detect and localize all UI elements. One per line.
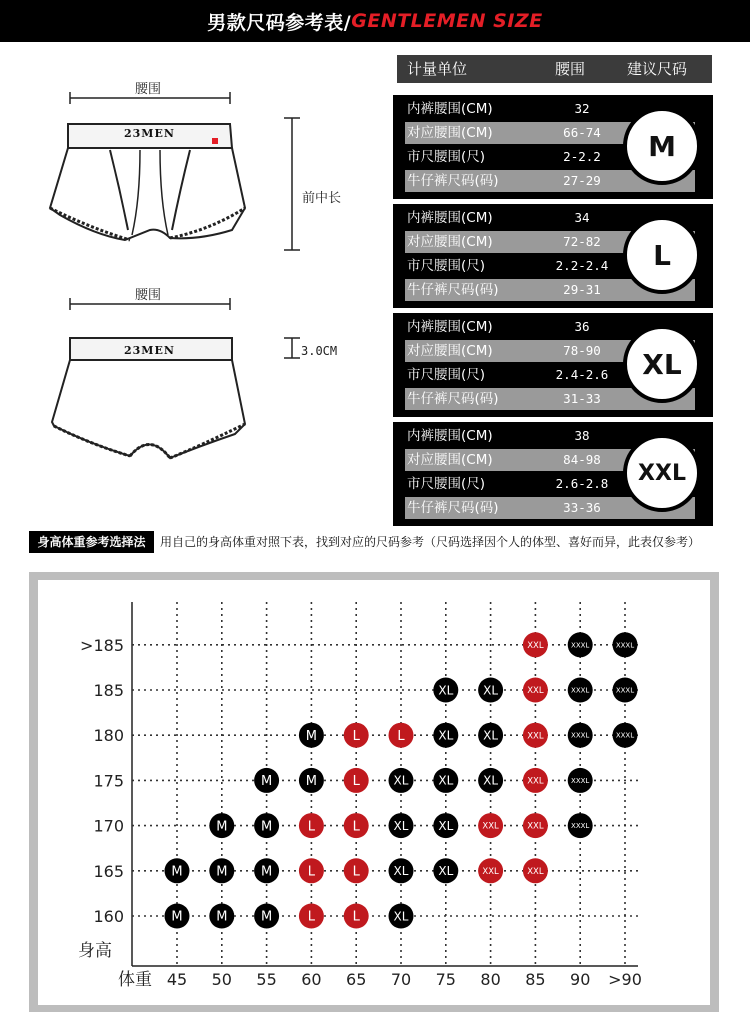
page-title-en: GENTLEMEN SIZE — [351, 10, 543, 32]
size-row-value: 2-2.2 — [563, 149, 601, 164]
size-point-label: XL — [483, 728, 499, 743]
size-point-xl — [478, 678, 503, 703]
y-tick-label: 185 — [93, 681, 124, 700]
size-row-value: 84-98 — [563, 452, 601, 467]
size-point-xxl — [523, 813, 548, 838]
size-point-xxxl — [568, 632, 593, 657]
size-row-label: 牛仔裤尺码(码) — [407, 391, 499, 407]
size-row-label: 市尺腰围(尺) — [407, 149, 486, 165]
header-suggested-size: 建议尺码 — [627, 60, 688, 78]
size-row-value: 66-74 — [563, 125, 601, 140]
size-row-label: 市尺腰围(尺) — [407, 476, 486, 492]
size-point-xl — [433, 813, 458, 838]
size-row-value: 72-82 — [563, 234, 601, 249]
method-tag: 身高体重参考选择法 — [29, 531, 154, 553]
size-point-label: L — [352, 909, 360, 925]
size-point-label: XL — [438, 864, 454, 879]
x-tick-label: 90 — [570, 970, 591, 989]
size-row-label: 内裤腰围(CM) — [407, 428, 493, 444]
size-point-xxl — [523, 858, 548, 883]
size-point-m — [165, 904, 190, 929]
size-row-value: 36 — [574, 319, 590, 334]
size-point-l — [344, 768, 369, 793]
x-tick-label: >90 — [608, 970, 642, 989]
size-row-value: 2.4-2.6 — [555, 367, 609, 382]
front-view-diagram — [40, 90, 310, 260]
size-point-label: L — [352, 774, 360, 790]
size-point-xxl — [523, 678, 548, 703]
size-point-m — [254, 813, 279, 838]
size-point-label: M — [260, 819, 273, 835]
size-point-label: XL — [393, 773, 409, 788]
size-point-label: L — [352, 728, 360, 744]
size-point-xl — [433, 723, 458, 748]
size-point-label: M — [305, 774, 318, 790]
size-point-xl — [389, 813, 414, 838]
size-row-label: 对应腰围(CM) — [407, 452, 493, 468]
size-point-m — [209, 813, 234, 838]
size-row-label: 内裤腰围(CM) — [407, 319, 493, 335]
size-point-label: XXL — [527, 640, 544, 651]
size-point-m — [209, 858, 234, 883]
header-waist: 腰围 — [555, 60, 586, 78]
size-badge-xl: XL — [623, 325, 701, 403]
size-row-value: 2.6-2.8 — [555, 476, 609, 491]
size-point-label: XL — [438, 683, 454, 698]
size-point-label: XXL — [527, 821, 544, 832]
size-point-l — [389, 723, 414, 748]
size-block-l — [393, 204, 713, 308]
size-point-label: XXXL — [571, 641, 590, 650]
size-block-m — [393, 95, 713, 199]
size-point-xxxl — [613, 632, 638, 657]
front-waist-label: 腰围 — [135, 82, 162, 97]
back-waist-dimension-line — [70, 298, 230, 310]
size-row-value: 29-31 — [563, 282, 601, 297]
size-point-label: XL — [483, 683, 499, 698]
x-tick-label: 70 — [390, 970, 412, 989]
x-tick-label: 60 — [301, 970, 322, 989]
x-tick-label: 50 — [211, 970, 232, 989]
y-tick-label: 160 — [93, 907, 124, 926]
size-point-label: XXL — [527, 776, 544, 787]
size-point-l — [344, 723, 369, 748]
size-point-l — [344, 904, 369, 929]
back-waist-label: 腰围 — [135, 288, 162, 303]
size-point-label: XXXL — [571, 731, 590, 740]
x-tick-label: 80 — [480, 970, 501, 989]
size-point-xxxl — [568, 678, 593, 703]
size-point-label: L — [352, 819, 360, 835]
size-row-label: 内裤腰围(CM) — [407, 101, 493, 117]
size-row-value: 78-90 — [563, 343, 601, 358]
size-point-label: L — [307, 864, 316, 880]
size-point-xl — [433, 858, 458, 883]
size-badge-m: M — [623, 107, 701, 185]
size-point-xl — [478, 768, 503, 793]
size-point-xl — [389, 904, 414, 929]
x-axis-title: 体重 — [118, 970, 152, 990]
y-tick-label: 165 — [93, 861, 124, 881]
size-block-xl — [393, 313, 713, 417]
size-row-value: 33-36 — [563, 500, 601, 515]
size-row-label: 对应腰围(CM) — [407, 343, 493, 359]
chart-panel — [38, 580, 710, 1005]
size-point-label: M — [171, 909, 183, 925]
size-point-xxxl — [568, 813, 593, 838]
band-height-label: 3.0CM — [301, 344, 338, 358]
y-axis-title: 身高 — [78, 941, 112, 961]
size-point-xxl — [478, 858, 503, 883]
size-point-l — [299, 813, 324, 838]
size-point-xl — [478, 723, 503, 748]
front-briefs-drawing — [50, 124, 245, 240]
size-table-header — [397, 55, 712, 83]
size-chart — [38, 580, 710, 1005]
front-length-label: 前中长 — [302, 191, 342, 206]
back-view-diagram — [40, 296, 310, 476]
size-point-l — [344, 858, 369, 883]
size-row-value: 31-33 — [563, 391, 601, 406]
front-waist-dimension-line — [70, 92, 230, 104]
size-point-m — [299, 768, 324, 793]
size-point-label: M — [260, 909, 273, 925]
size-point-label: XL — [483, 773, 499, 788]
size-row-label: 对应腰围(CM) — [407, 234, 493, 250]
size-point-label: XXXL — [615, 641, 635, 650]
size-row-label: 牛仔裤尺码(码) — [407, 500, 499, 516]
size-point-xl — [433, 768, 458, 793]
size-row-value: 32 — [574, 101, 590, 116]
size-row-value: 38 — [574, 428, 590, 443]
size-point-xl — [433, 678, 458, 703]
size-point-label: M — [216, 909, 228, 925]
x-tick-label: 65 — [346, 970, 367, 989]
size-point-label: M — [216, 819, 228, 835]
size-point-label: L — [307, 819, 316, 835]
size-point-m — [209, 904, 234, 929]
method-description: 用自己的身高体重对照下表，找到对应的尺码参考（尺码选择因个人的体型、喜好而异，此表仅参考） — [160, 535, 701, 549]
size-point-label: XXL — [527, 686, 544, 697]
x-tick-label: 85 — [525, 970, 546, 989]
size-point-label: XXL — [482, 821, 499, 832]
size-point-m — [299, 723, 324, 748]
front-length-dimension-line — [280, 116, 304, 252]
page-title-cn: 男款尺码参考表/ — [207, 11, 352, 34]
size-point-xxl — [523, 632, 548, 657]
y-tick-label: 180 — [93, 726, 124, 746]
size-row-label: 对应腰围(CM) — [407, 125, 493, 141]
size-point-xl — [389, 768, 414, 793]
x-tick-label: 75 — [435, 970, 456, 989]
size-point-label: XL — [438, 818, 454, 833]
x-tick-label: 55 — [256, 970, 277, 989]
size-point-l — [344, 813, 369, 838]
size-point-xxl — [523, 768, 548, 793]
size-point-l — [299, 904, 324, 929]
y-tick-label: >185 — [80, 635, 124, 655]
size-point-label: M — [171, 864, 183, 880]
size-point-xxxl — [613, 723, 638, 748]
x-tick-label: 45 — [166, 970, 188, 989]
size-point-label: M — [260, 864, 273, 880]
page-title — [0, 0, 750, 42]
size-point-label: L — [352, 864, 360, 880]
size-point-label: XXXL — [571, 822, 590, 831]
size-point-label: XL — [438, 773, 454, 788]
size-row-label: 市尺腰围(尺) — [407, 258, 486, 274]
size-point-label: XXL — [482, 866, 499, 877]
size-point-label: XL — [393, 818, 409, 833]
size-point-label: L — [397, 728, 405, 744]
header-unit: 计量单位 — [407, 60, 468, 78]
size-badge-xxl: XXL — [623, 434, 701, 512]
size-point-label: XXL — [527, 866, 544, 877]
size-point-label: XL — [438, 728, 454, 743]
y-tick-label: 175 — [93, 771, 124, 791]
size-point-label: M — [216, 864, 228, 880]
size-row-label: 牛仔裤尺码(码) — [407, 173, 499, 189]
size-point-m — [254, 904, 279, 929]
size-badge-l: L — [623, 216, 701, 294]
size-point-label: M — [260, 774, 273, 790]
size-point-xxxl — [613, 678, 638, 703]
size-point-label: XXXL — [615, 731, 635, 740]
size-point-xxl — [523, 723, 548, 748]
size-point-label: XXXL — [571, 776, 590, 785]
y-tick-label: 170 — [93, 816, 124, 836]
size-point-xxxl — [568, 723, 593, 748]
size-point-xxl — [478, 813, 503, 838]
size-point-label: XXL — [527, 731, 544, 742]
size-point-label: XXXL — [615, 686, 635, 695]
back-brand-label: 23MEN — [124, 344, 175, 357]
size-point-m — [254, 858, 279, 883]
size-row-value: 34 — [574, 210, 590, 225]
size-row-value: 27-29 — [563, 173, 601, 188]
size-point-label: XXXL — [571, 686, 590, 695]
size-row-label: 内裤腰围(CM) — [407, 210, 493, 226]
size-point-label: XL — [393, 909, 409, 924]
size-row-value: 2.2-2.4 — [555, 258, 609, 273]
size-block-xxl — [393, 422, 713, 526]
size-point-m — [254, 768, 279, 793]
size-point-label: XL — [393, 864, 409, 879]
size-row-label: 市尺腰围(尺) — [407, 367, 486, 383]
size-point-m — [165, 858, 190, 883]
size-point-label: L — [307, 909, 316, 925]
size-point-label: M — [305, 728, 318, 744]
size-point-xl — [389, 858, 414, 883]
size-point-l — [299, 858, 324, 883]
front-brand-label: 23MEN — [124, 127, 175, 140]
size-row-label: 牛仔裤尺码(码) — [407, 282, 499, 298]
size-point-xxxl — [568, 768, 593, 793]
